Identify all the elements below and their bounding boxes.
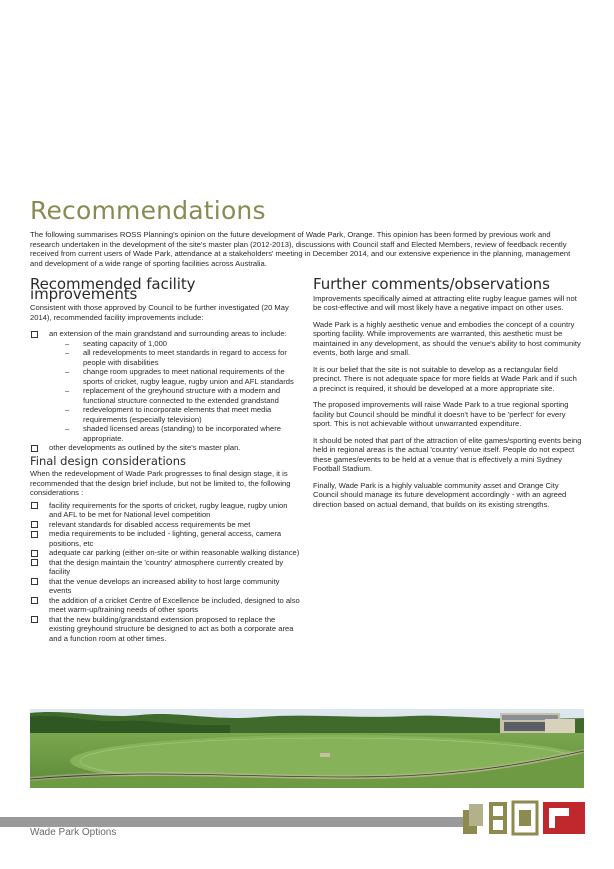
comment-paragraph: Improvements specifically aimed at attracting elite rugby league games will not be cost-effective and will most likely have a negative impact on other uses. xyxy=(313,293,577,312)
oval-panorama xyxy=(30,709,584,788)
checkbox-bullet-icon xyxy=(31,521,38,528)
footer-bar xyxy=(0,817,474,827)
footer-text: Wade Park Options xyxy=(30,827,117,838)
checkbox-bullet-icon xyxy=(31,531,38,538)
list-item: other developments as outlined by the site's master plan. xyxy=(30,443,300,453)
list-item: media requirements to be included - lighting, general access, camera positions, etc xyxy=(30,529,300,548)
dash-icon: – xyxy=(65,405,70,414)
list-item: adequate car parking (either on-site or within reasonable walking distance) xyxy=(30,548,300,558)
dash-icon: – xyxy=(65,348,70,357)
checkbox-bullet-icon xyxy=(31,550,38,557)
checkbox-bullet-icon xyxy=(31,616,38,623)
final-design-heading: Final design considerations xyxy=(30,453,186,468)
sub-list-item: – redevelopment to incorporate elements that meet media requirements (especially television) xyxy=(65,405,272,424)
recommended-improvements-heading: Recommended facility improvements xyxy=(30,275,196,303)
dash-icon: – xyxy=(65,386,70,395)
sub-list-item: – replacement of the greyhound structure with a modern and functional structure connected to the extended grandstand xyxy=(65,386,281,405)
list-item: an extension of the main grandstand and surrounding areas to include: – seating capacity of 1,000 – all redevelopments to meet standards in regard to access for people with disabilities – change room upgrades to meet national requirements of the sports of cricket, rugby league, rugby union and AFL standards – replacement of the greyhound structure with a modern and functional structure connected to the extended grandstand – redevelopment to incorporate elements that meet media requirements (especially television) – shaded licensed areas (standing) to be incorporated where appropriate. xyxy=(30,329,300,443)
comment-paragraph: Finally, Wade Park is a highly valuable community asset and Orange City Council should manage its future development accordingly - with an agreed direction based on actual demand, that builds on its existing strengths. xyxy=(313,480,567,509)
sub-list-item: – all redevelopments to meet standards in regard to access for people with disabilities xyxy=(65,348,287,367)
checkbox-bullet-icon xyxy=(31,331,38,338)
sub-list-item: – seating capacity of 1,000 xyxy=(65,338,168,348)
checkbox-bullet-icon xyxy=(31,559,38,566)
comment-paragraph: It should be noted that part of the attraction of elite games/sporting events being held in regional areas is the actual 'country' venue itself. People do not expect these games/events to be held at a venue that is effectively a mini Sydney Football Stadium. xyxy=(313,435,582,473)
left-column xyxy=(30,275,300,646)
checkbox-bullet-icon xyxy=(31,578,38,585)
dash-icon: – xyxy=(65,367,70,376)
sub-list xyxy=(49,339,300,444)
list-item: that the new building/grandstand extension proposed to replace the existing greyhound structure be designed to act as both a corporate area and a function room at other times. xyxy=(30,615,300,644)
checkbox-bullet-icon xyxy=(31,502,38,509)
ross-planning-logo xyxy=(463,800,585,838)
list-item: the addition of a cricket Centre of Excellence be included, designed to also meet warm-up/training needs of other sports xyxy=(30,596,300,615)
checkbox-bullet-icon xyxy=(31,445,38,452)
list-item: that the design maintain the 'country' atmosphere currently created by facility xyxy=(30,558,300,577)
further-comments-heading: Further comments/observations xyxy=(313,275,550,293)
wade-park-photo xyxy=(30,709,584,788)
sub-list-item: – shaded licensed areas (standing) to be incorporated where appropriate. xyxy=(65,424,281,443)
design-intro: When the redevelopment of Wade Park progresses to final design stage, it is recommended that the design brief include, but not be limited to, the following considerations : xyxy=(30,469,291,497)
sub-list-item: – change room upgrades to meet national requirements of the sports of cricket, rugby league, rugby union and AFL standards xyxy=(65,367,294,386)
checkbox-bullet-icon xyxy=(31,597,38,604)
improvements-list xyxy=(30,329,300,453)
right-column xyxy=(313,275,583,516)
comment-paragraph: Wade Park is a highly aesthetic venue and embodies the concept of a country sporting facility. While improvements are warranted, this aesthetic must be maintained in any development, as should the venue's ability to host community events, both large and small. xyxy=(313,319,581,357)
comment-paragraph: The proposed improvements will raise Wade Park to a true regional sporting facility but Council should be mindful it doesn't have to be 'perfect' for every sport. This is not achievable without unwarranted expenditure. xyxy=(313,400,569,428)
dash-icon: – xyxy=(65,338,70,348)
comment-paragraph: It is our belief that the site is not suitable to develop as a rectangular field precinct. There is not adequate space for more fields at Wade Park and if such a precinct is required, it should be developed at a more appropriate site. xyxy=(313,364,577,393)
design-list xyxy=(30,501,300,644)
intro-paragraph: The following summarises ROSS Planning's opinion on the future development of Wade Park, Orange. This opinion has been formed by previous work and research undertaken in the development of the site's master plan (2012-2013), discussions with Council staff and Elected Members, review of feedback recently received from current users of Wade Park, attendance at a stakeholders' meeting in December 2014, and our extensive experience in the planning, management and development of a wide range of sporting facilities across Australia. xyxy=(30,230,571,268)
improvements-intro: Consistent with those approved by Council to be further investigated (20 May 2014), recommended facility improvements include: xyxy=(30,303,289,322)
list-item: that the venue develops an increased ability to host large community events xyxy=(30,577,300,596)
page-title: Recommendations xyxy=(30,196,266,225)
list-item: relevant standards for disabled access requirements be met xyxy=(30,520,300,530)
dash-icon: – xyxy=(65,424,70,433)
list-item: facility requirements for the sports of cricket, rugby league, rugby union and AFL to be met for National level competition xyxy=(30,501,300,520)
